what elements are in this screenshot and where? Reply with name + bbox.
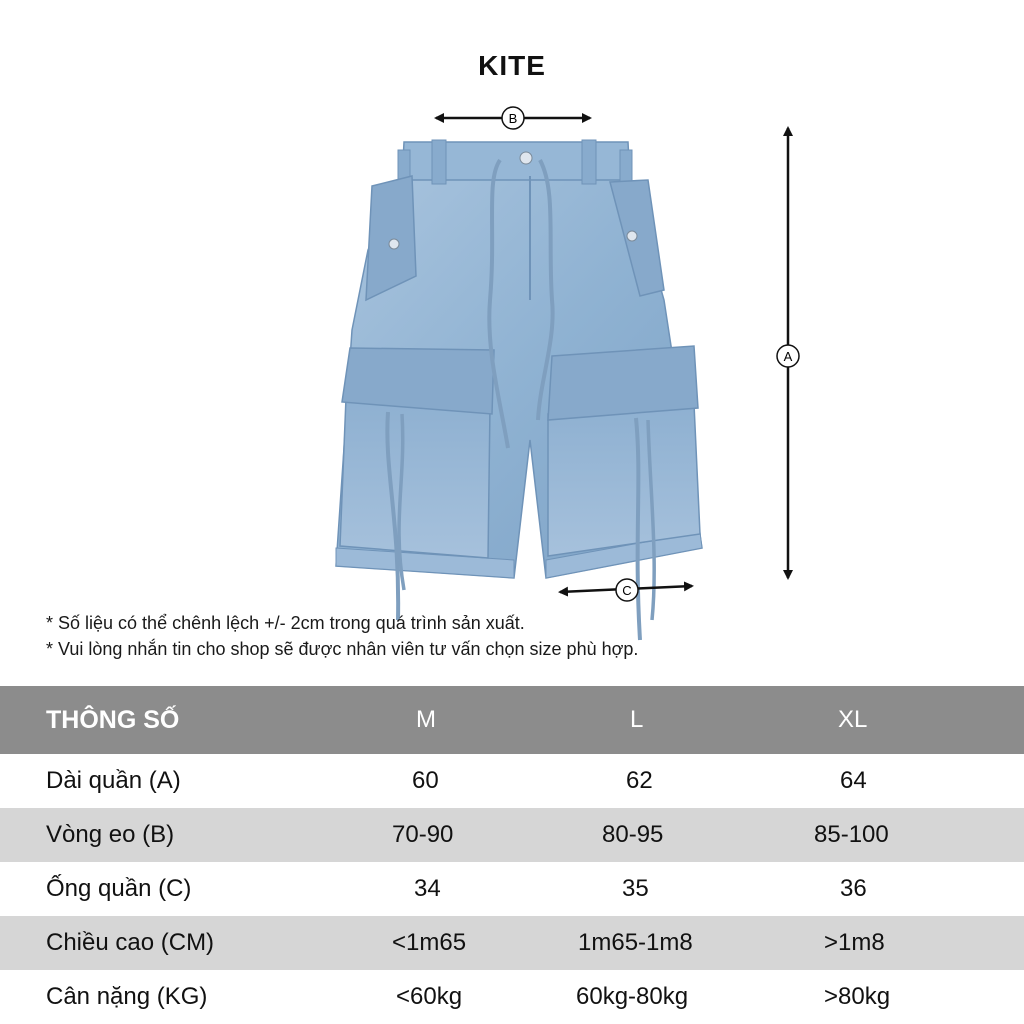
cell-xl-waist: 85-100 — [814, 821, 889, 848]
left-cargo-pocket — [340, 398, 490, 558]
size-table — [0, 686, 1024, 1024]
row-label-leg-opening: Ống quần (C) — [46, 875, 192, 902]
cell-xl-leg: 36 — [840, 875, 867, 902]
chart-title: KITE — [478, 50, 546, 81]
row-label-length: Dài quần (A) — [46, 767, 181, 794]
table-row — [0, 754, 1024, 808]
header-size-m: M — [416, 706, 436, 733]
shorts-illustration — [336, 140, 702, 640]
c-marker-label: C — [622, 583, 632, 598]
table-header-row — [0, 686, 1024, 754]
cell-m-leg: 34 — [414, 875, 441, 902]
header-label: THÔNG SỐ — [46, 705, 180, 734]
table-row — [0, 808, 1024, 862]
notes — [46, 610, 638, 662]
cell-xl-length: 64 — [840, 767, 867, 794]
table-row — [0, 970, 1024, 1024]
row-label-height: Chiều cao (CM) — [46, 929, 215, 956]
cell-m-waist: 70-90 — [392, 821, 454, 848]
cell-l-length: 62 — [626, 767, 653, 794]
row-label-waist: Vòng eo (B) — [46, 821, 175, 848]
header-size-xl: XL — [838, 706, 868, 733]
a-marker-label: A — [783, 349, 793, 364]
cell-l-weight: 60kg-80kg — [576, 983, 689, 1010]
cell-l-waist: 80-95 — [602, 821, 664, 848]
note-tolerance: * Số liệu có thể chênh lệch +/- 2cm trong quá trình sản xuất. — [46, 613, 525, 633]
cell-m-height: <1m65 — [392, 929, 467, 956]
right-cargo-flap — [548, 346, 698, 420]
table-row — [0, 862, 1024, 916]
table-row — [0, 916, 1024, 970]
left-cargo-flap — [342, 348, 494, 414]
note-contact: * Vui lòng nhắn tin cho shop sẽ được nhân viên tư vấn chọn size phù hợp. — [46, 639, 639, 659]
cell-xl-height: >1m8 — [824, 929, 885, 956]
header-size-l: L — [630, 706, 644, 733]
cell-l-height: 1m65-1m8 — [578, 929, 693, 956]
cell-xl-weight: >80kg — [824, 983, 891, 1010]
cell-m-length: 60 — [412, 767, 439, 794]
cell-m-weight: <60kg — [396, 983, 463, 1010]
right-cargo-pocket — [548, 404, 700, 556]
b-marker-label: B — [508, 111, 518, 126]
row-label-weight: Cân nặng (KG) — [46, 983, 208, 1010]
cell-l-leg: 35 — [622, 875, 649, 902]
